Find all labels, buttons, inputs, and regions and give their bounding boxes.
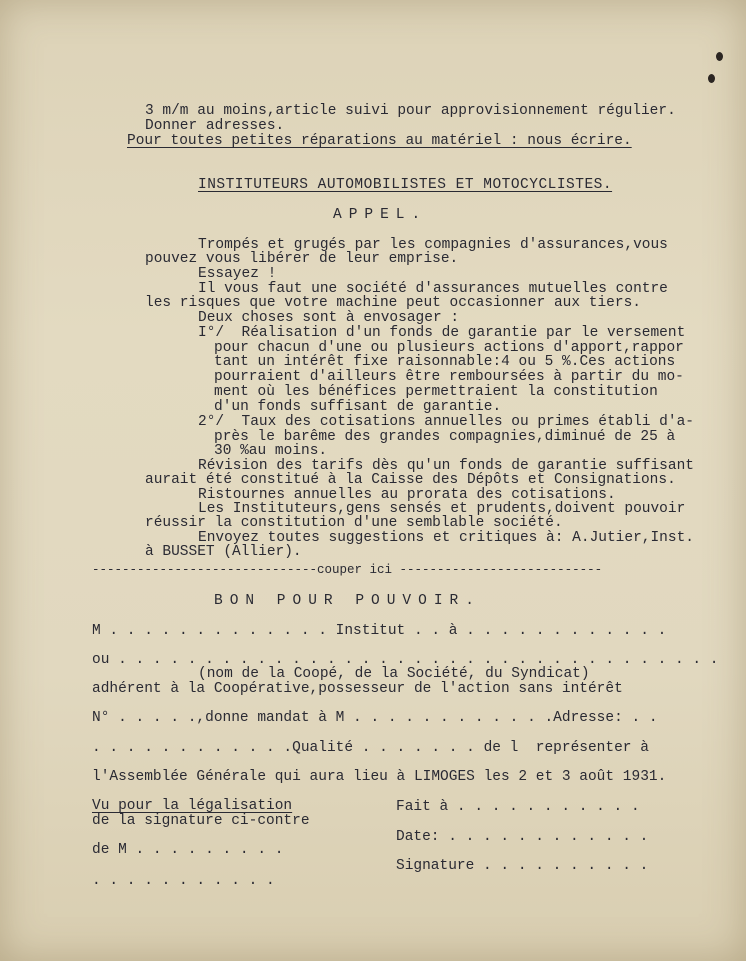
body-line: ment où les bénéfices permettraient la constitution [214, 384, 658, 400]
body-line: I°/ Réalisation d'un fonds de garantie par le versement [198, 325, 686, 341]
intro-line-2: Donner adresses. [145, 118, 285, 134]
intro-line-1: 3 m/m au moins,article suivi pour approvisionnement régulier. [145, 103, 676, 119]
body-line: réussir la constitution d'une semblable société. [145, 515, 563, 531]
body-line: d'un fonds suffisant de garantie. [214, 399, 502, 415]
body-line: tant un intérêt fixe raisonnable:4 ou 5 %.Ces actions [214, 354, 676, 370]
cut-line: ------------------------------couper ici --------------------------- [92, 563, 603, 577]
form-line-7: l'Assemblée Générale qui aura lieu à LIMOGES les 2 et 3 août 1931. [92, 769, 667, 785]
date-line: Date: . . . . . . . . . . . . [396, 829, 649, 845]
intro-line-3: Pour toutes petites réparations au matériel : nous écrire. [127, 133, 632, 149]
body-line: Essayez ! [198, 266, 277, 282]
appel-heading: APPEL. [333, 207, 428, 223]
body-line: pour chacun d'une ou plusieurs actions d'apport,rappor [214, 340, 684, 356]
form-line-2: ou . . . . . . . . . . . . . . . . . . . . . . . . . . . . . . . . . . . [92, 652, 719, 668]
form-line-1: M . . . . . . . . . . . . . Institut . . à . . . . . . . . . . . . [92, 623, 667, 639]
body-line: Les Instituteurs,gens sensés et prudents,doivent pouvoir [198, 501, 686, 517]
body-line: 2°/ Taux des cotisations annuelles ou primes établi d'a- [198, 414, 694, 430]
body-line: pourraient d'ailleurs être remboursées à partir du mo- [214, 369, 684, 385]
body-line: près le barême des grandes compagnies,diminué de 25 à [214, 429, 676, 445]
body-line: Deux choses sont à envosager : [198, 310, 460, 326]
form-line-4: adhérent à la Coopérative,possesseur de l'action sans intérêt [92, 681, 623, 697]
form-line-5: N° . . . . .,donne mandat à M . . . . . . . . . . . .Adresse: . . [92, 710, 658, 726]
body-line: Il vous faut une société d'assurances mutuelles contre [198, 281, 668, 297]
punch-hole-top [716, 52, 723, 61]
body-line: aurait été constitué à la Caisse des Dépôts et Consignations. [145, 472, 676, 488]
signature-line: Signature . . . . . . . . . . [396, 858, 649, 874]
body-line: 30 %au moins. [214, 443, 328, 459]
body-line: Ristournes annuelles au prorata des cotisations. [198, 487, 616, 503]
punch-hole-bottom [708, 74, 715, 83]
section-title: INSTITUTEURS AUTOMOBILISTES ET MOTOCYCLISTES. [198, 177, 613, 193]
body-line: à BUSSET (Allier). [145, 544, 302, 560]
body-line: pouvez vous libérer de leur emprise. [145, 251, 459, 267]
form-line-3: (nom de la Coopé, de la Société, du Syndicat) [198, 666, 590, 682]
fait-a-line: Fait à . . . . . . . . . . . [396, 799, 640, 815]
legalisation-line-2: de la signature ci-contre [92, 813, 310, 829]
legalisation-line-4: . . . . . . . . . . . [92, 873, 275, 889]
body-line: les risques que votre machine peut occasionner aux tiers. [145, 295, 641, 311]
legalisation-line-3: de M . . . . . . . . . [92, 842, 284, 858]
form-title: BON POUR POUVOIR. [214, 593, 481, 609]
body-line: Trompés et grugés par les compagnies d'assurances,vous [198, 237, 668, 253]
body-line: Envoyez toutes suggestions et critiques à: A.Jutier,Inst. [198, 530, 694, 546]
form-line-6: . . . . . . . . . . . .Qualité . . . . . . . de l représenter à [92, 740, 649, 756]
body-line: Révision des tarifs dès qu'un fonds de garantie suffisant [198, 458, 694, 474]
legalisation-line-1: Vu pour la légalisation [92, 798, 293, 814]
